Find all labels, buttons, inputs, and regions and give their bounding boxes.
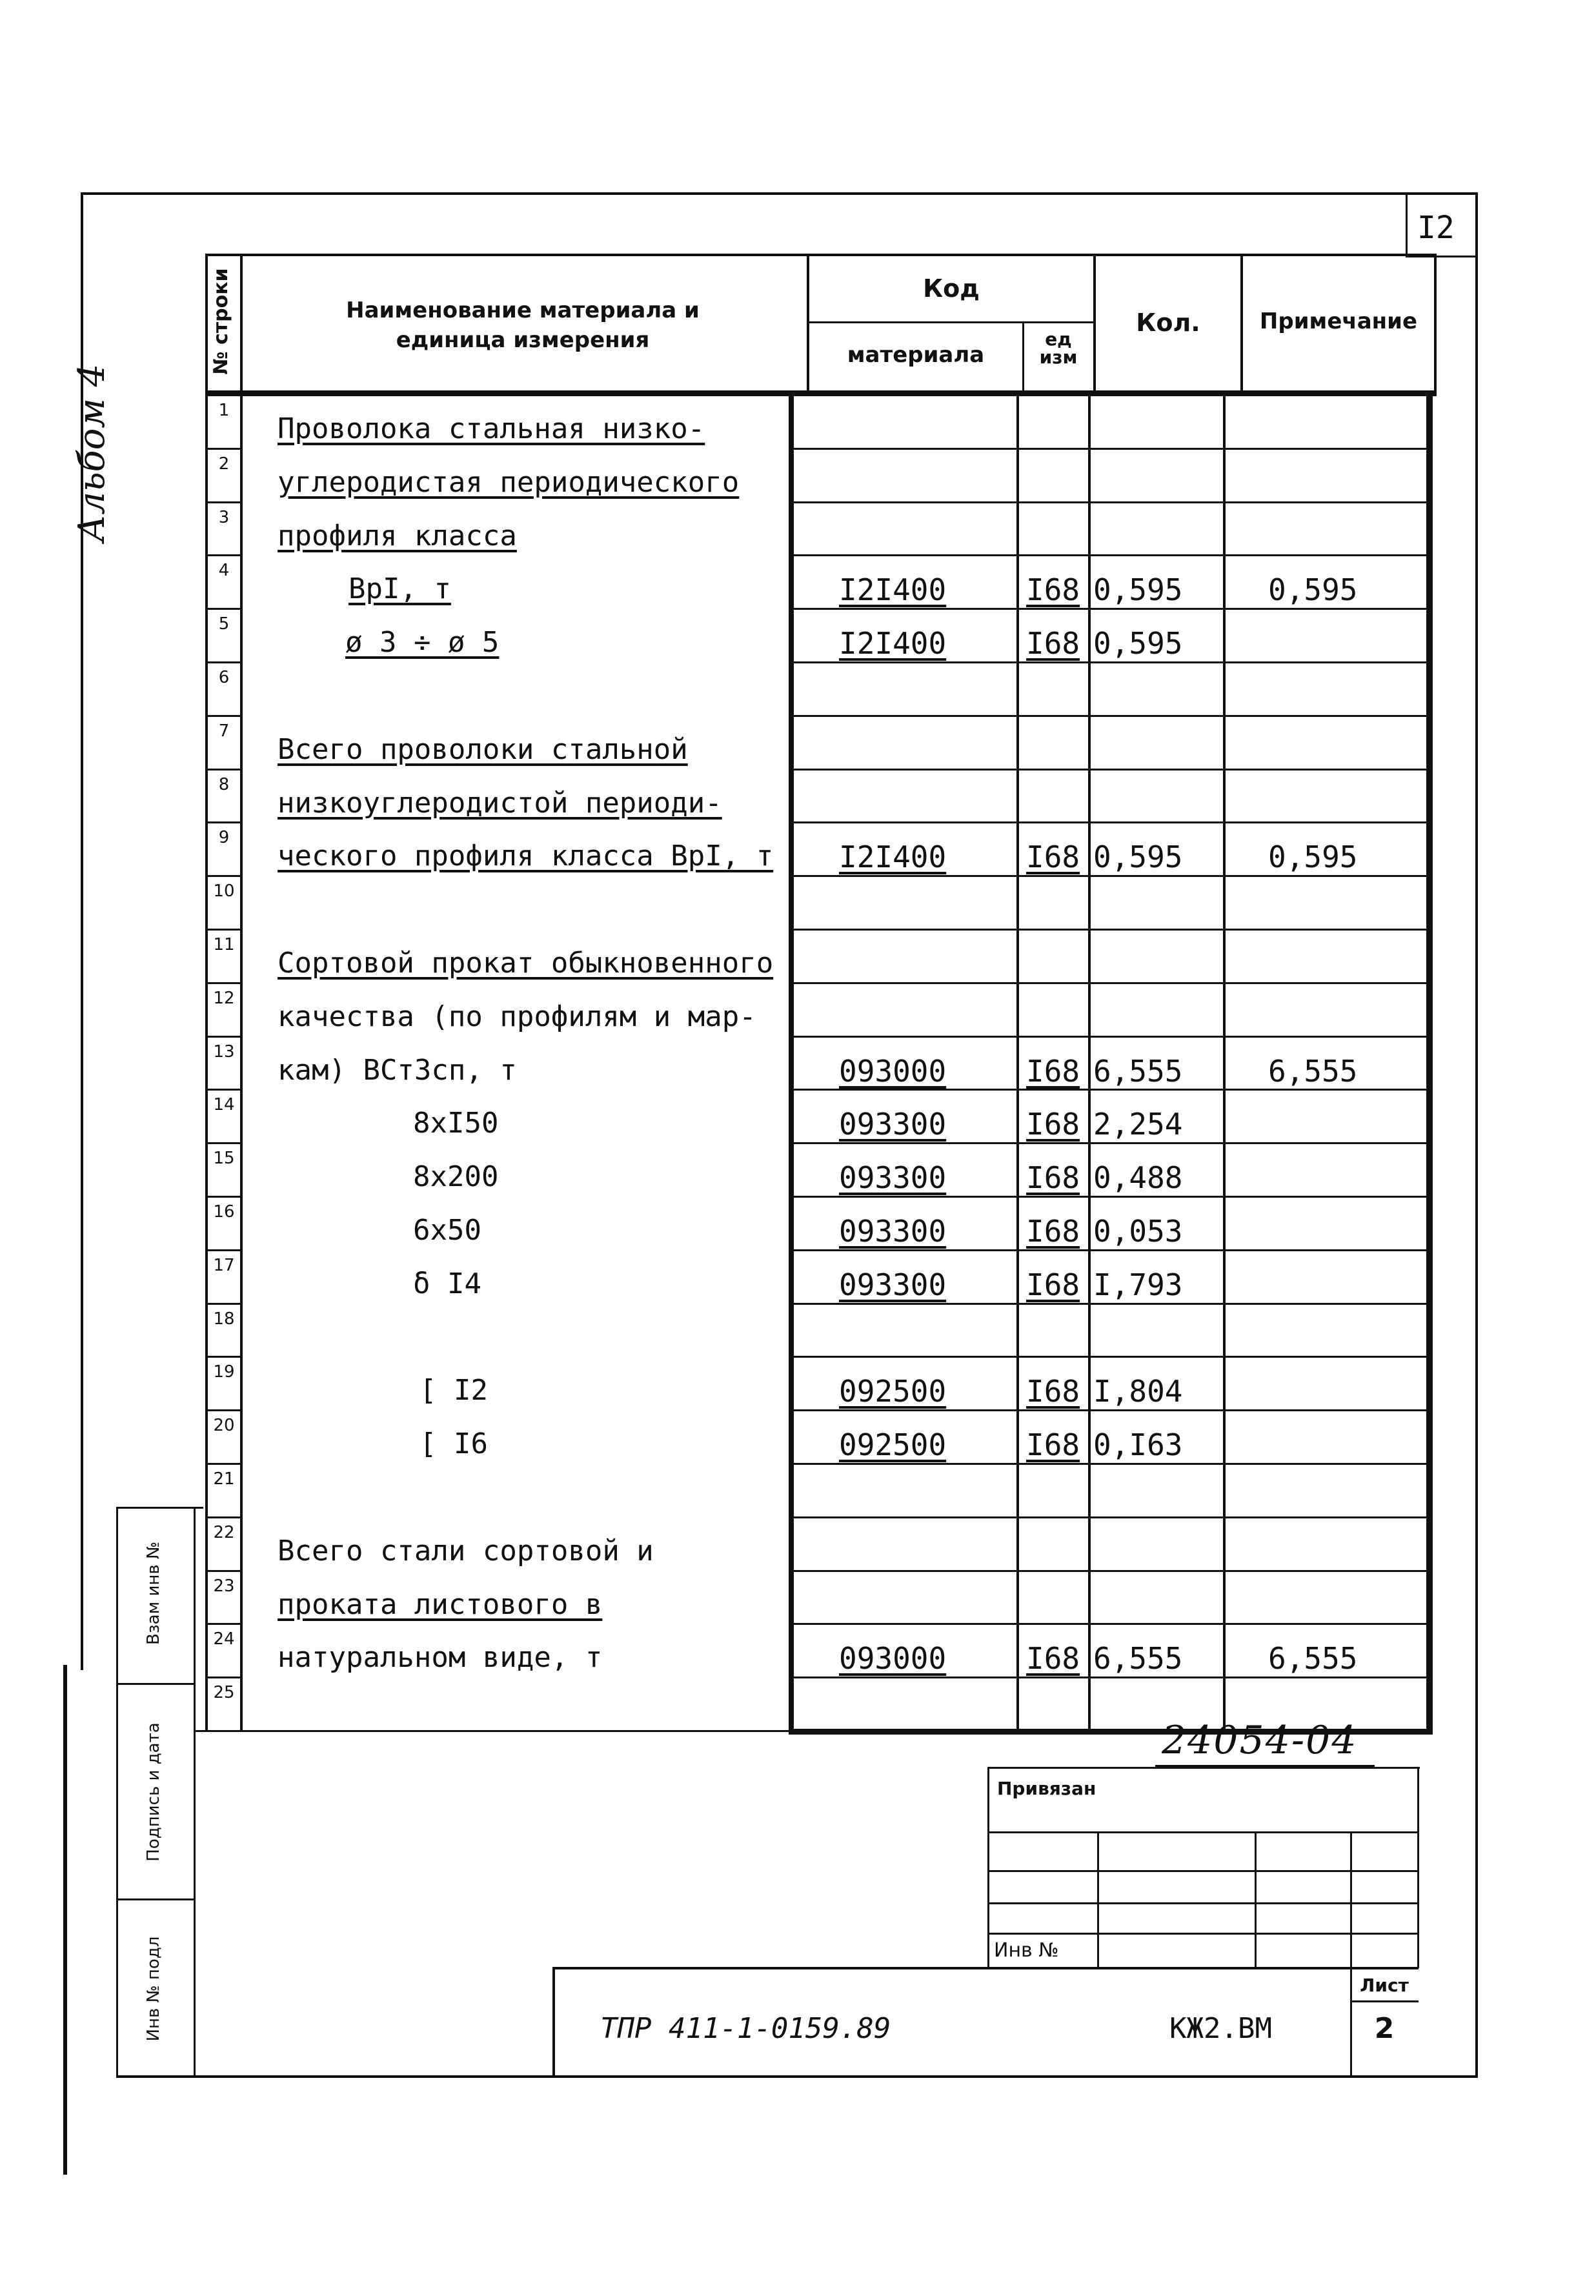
row-line-rownum: [205, 1356, 243, 1358]
row-name: Всего стали сортовой и: [278, 1534, 654, 1567]
row-name: ВрI, т: [348, 572, 451, 606]
row-line-data: [789, 1089, 1431, 1091]
row-line-data: [789, 1409, 1431, 1411]
table-header-bottom-line: [205, 390, 1437, 396]
row-line-rownum: [205, 1570, 243, 1572]
row-line-data: [789, 1196, 1431, 1198]
header-name: Наименование материала и единица измерения: [346, 297, 700, 353]
frame-left-lower-line: [63, 1665, 67, 2175]
privyazan-row4: [987, 1933, 1419, 1935]
row-qty: 0,488: [1093, 1160, 1183, 1196]
row-line-rownum: [205, 1623, 243, 1625]
row-line-rownum: [205, 1036, 243, 1038]
row-line-data: [789, 448, 1431, 450]
sheet-label: Лист: [1360, 1975, 1409, 1996]
frame-top-line: [81, 192, 1478, 195]
privyazan-row2: [987, 1870, 1419, 1872]
header-code-material: материала: [847, 342, 985, 368]
row-name: ø 3 ÷ ø 5: [345, 626, 500, 660]
row-number: 22: [213, 1522, 235, 1542]
row-line-data: [789, 1249, 1431, 1251]
row-line-data: [789, 1463, 1431, 1465]
body-border-right: [1426, 396, 1433, 1731]
row-number: 2: [218, 454, 230, 474]
row-note: 0,595: [1268, 572, 1358, 608]
row-line-data: [789, 1356, 1431, 1358]
row-name: кам) ВСт3сп, т: [278, 1053, 517, 1087]
row-name: натуральном виде, т: [278, 1641, 603, 1675]
row-line-rownum: [205, 608, 243, 610]
row-name: качества (по профилям и мар-: [278, 1000, 756, 1033]
row-line-data: [789, 1303, 1431, 1305]
row-qty: 0,053: [1093, 1214, 1183, 1249]
privyazan-col3: [1350, 1831, 1352, 1967]
row-code: I2I400: [839, 572, 947, 608]
row-name: δ I4: [413, 1267, 481, 1300]
frame-right-line: [1475, 192, 1478, 2077]
row-number: 14: [213, 1095, 235, 1115]
row-unit: I68: [1026, 1427, 1080, 1463]
side-stamp-podpis-data: Подпись и дата: [144, 1722, 163, 1862]
privyazan-row3: [987, 1902, 1419, 1904]
privyazan-col2: [1255, 1831, 1257, 1967]
row-number: 16: [213, 1202, 235, 1222]
privyazan-col1: [1097, 1831, 1099, 1967]
row-line-rownum: [205, 448, 243, 450]
row-number: 19: [213, 1362, 235, 1382]
row-unit: I68: [1026, 1214, 1080, 1249]
side-stamp-div1: [116, 1683, 194, 1685]
row-line-data: [789, 1623, 1431, 1625]
row-number: 10: [213, 881, 235, 901]
row-number: 3: [218, 507, 230, 527]
row-line-data: [789, 875, 1431, 877]
row-number: 9: [218, 828, 230, 848]
inv-no-label: Инв №: [994, 1939, 1059, 1962]
header-row-number: № строки: [210, 268, 232, 375]
col-line-unit: [1016, 396, 1019, 1731]
row-qty: 6,555: [1093, 1641, 1183, 1677]
col-line-note: [1223, 396, 1226, 1731]
privyazan-left: [987, 1767, 989, 1968]
row-line-rownum: [205, 769, 243, 770]
page-number-box-left: [1406, 192, 1408, 257]
row-line-data: [789, 554, 1431, 556]
privyazan-row1: [987, 1831, 1419, 1833]
frame-bottom-line: [116, 2075, 1478, 2078]
col-line-rownum-right: [240, 254, 243, 1731]
titleblock-sheet-div: [1350, 2000, 1419, 2002]
row-line-rownum: [205, 501, 243, 503]
titleblock-top: [552, 1967, 1419, 1969]
row-line-rownum: [205, 1303, 243, 1305]
row-line-data: [789, 715, 1431, 717]
row-unit: I68: [1026, 1160, 1080, 1196]
row-name: 6х50: [413, 1214, 481, 1247]
row-line-rownum: [205, 875, 243, 877]
header-code: Код: [923, 274, 980, 303]
row-unit: I68: [1026, 1107, 1080, 1142]
privyazan-top: [987, 1767, 1420, 1769]
row-unit: I68: [1026, 1641, 1080, 1677]
row-qty: 0,595: [1093, 840, 1183, 875]
col-line-qty: [1088, 396, 1091, 1731]
row-line-data: [789, 982, 1431, 984]
row-name: углеродистая периодического: [278, 465, 740, 499]
row-number: 12: [213, 988, 235, 1008]
row-name: [ I2: [419, 1374, 488, 1407]
row-line-rownum: [205, 1409, 243, 1411]
row-number: 1: [218, 401, 230, 420]
row-line-data: [789, 1036, 1431, 1038]
row-number: 15: [213, 1149, 235, 1169]
row-unit: I68: [1026, 840, 1080, 875]
row-number: 24: [213, 1629, 235, 1649]
row-line-rownum: [205, 982, 243, 984]
row-name: низкоуглеродистой периоди-: [278, 786, 722, 820]
row-line-rownum: [205, 715, 243, 717]
row-line-rownum: [205, 661, 243, 663]
row-code: 093000: [839, 1053, 947, 1089]
row-qty: I,804: [1093, 1374, 1183, 1409]
row-number: 7: [218, 721, 230, 741]
row-number: 4: [218, 561, 230, 581]
row-number: 11: [213, 935, 235, 954]
row-name: Проволока стальная низко-: [278, 412, 705, 445]
row-code: 092500: [839, 1374, 947, 1409]
row-unit: I68: [1026, 1374, 1080, 1409]
row-code: I2I400: [839, 626, 947, 661]
row-line-data: [789, 1142, 1431, 1144]
side-stamp-inv-podl: Инв № подл: [144, 1936, 163, 2042]
row-number: 20: [213, 1416, 235, 1436]
table-bottom-line: [194, 1730, 800, 1732]
row-line-data: [789, 769, 1431, 770]
row-line-rownum: [205, 1196, 243, 1198]
row-note: 6,555: [1268, 1053, 1358, 1089]
side-stamp-inner-line: [116, 1507, 118, 2078]
row-number: 6: [218, 668, 230, 687]
side-stamp-top: [116, 1507, 203, 1509]
row-name: ческого профиля класса ВрI, т: [278, 840, 774, 873]
code-subheader-line: [808, 321, 1095, 323]
col-line-unit-left-header: [1022, 321, 1024, 396]
row-number: 13: [213, 1042, 235, 1062]
row-name: Сортовой прокат обыкновенного: [278, 947, 774, 980]
header-note: Примечание: [1259, 308, 1418, 334]
project-code: ТПР 411-1-0159.89: [600, 2012, 891, 2045]
row-code: 093300: [839, 1107, 947, 1142]
row-line-data: [789, 661, 1431, 663]
row-qty: 2,254: [1093, 1107, 1183, 1142]
row-qty: 0,595: [1093, 572, 1183, 608]
row-code: 093300: [839, 1214, 947, 1249]
col-line-rownum-left: [205, 254, 208, 1731]
page-number-top: I2: [1417, 210, 1455, 246]
row-line-rownum: [205, 1089, 243, 1091]
row-note: 0,595: [1268, 840, 1358, 875]
row-number: 17: [213, 1255, 235, 1275]
row-number: 8: [218, 774, 230, 794]
row-line-rownum: [205, 1730, 243, 1732]
row-name: [ I6: [419, 1427, 488, 1461]
row-line-data: [789, 1677, 1431, 1678]
handwritten-number: 24054-04: [1162, 1718, 1358, 1763]
row-qty: 6,555: [1093, 1053, 1183, 1089]
row-line-rownum: [205, 554, 243, 556]
row-line-data: [789, 1570, 1431, 1572]
row-note: 6,555: [1268, 1641, 1358, 1677]
row-unit: I68: [1026, 1267, 1080, 1302]
row-number: 23: [213, 1576, 235, 1596]
privyazan-label: Привязан: [997, 1778, 1096, 1799]
row-qty: 0,595: [1093, 626, 1183, 661]
row-number: 5: [218, 614, 230, 634]
row-number: 18: [213, 1309, 235, 1329]
row-line-rownum: [205, 1142, 243, 1144]
row-code: 093000: [839, 1641, 947, 1677]
row-name: 8х200: [413, 1160, 499, 1194]
album-note: Альбом 4: [71, 363, 113, 542]
row-unit: I68: [1026, 572, 1080, 608]
row-name: 8хI50: [413, 1107, 499, 1140]
project-mark: КЖ2.ВМ: [1169, 2012, 1272, 2045]
header-qty: Кол.: [1136, 308, 1200, 337]
row-line-rownum: [205, 1677, 243, 1678]
row-line-rownum: [205, 821, 243, 823]
row-qty: I,793: [1093, 1267, 1183, 1302]
row-number: 21: [213, 1469, 235, 1489]
header-code-unit: ед изм: [1039, 328, 1078, 368]
col-line-right-header: [1434, 254, 1437, 396]
row-code: 093300: [839, 1267, 947, 1302]
row-unit: I68: [1026, 1053, 1080, 1089]
row-name: Всего проволоки стальной: [278, 732, 688, 766]
row-code: 092500: [839, 1427, 947, 1463]
row-qty: 0,I63: [1093, 1427, 1183, 1463]
row-number: 25: [213, 1683, 235, 1703]
row-line-rownum: [205, 1516, 243, 1518]
privyazan-right: [1417, 1767, 1419, 1968]
sheet-number: 2: [1374, 2012, 1395, 2045]
table-top-line: [205, 254, 1437, 256]
row-unit: I68: [1026, 626, 1080, 661]
row-line-data: [789, 821, 1431, 823]
row-code: 093300: [839, 1160, 947, 1196]
row-name: профиля класса: [278, 519, 517, 552]
row-line-data: [789, 929, 1431, 931]
row-line-rownum: [205, 929, 243, 931]
row-line-data: [789, 608, 1431, 610]
side-stamp-right: [194, 1507, 196, 2078]
row-line-rownum: [205, 1463, 243, 1465]
row-line-data: [789, 1516, 1431, 1518]
row-code: I2I400: [839, 840, 947, 875]
body-border-left: [789, 396, 794, 1731]
row-name: проката листового в: [278, 1587, 603, 1621]
titleblock-left: [552, 1967, 555, 2077]
row-line-data: [789, 501, 1431, 503]
side-stamp-vzam-inv: Взам инв №: [144, 1542, 163, 1645]
row-line-rownum: [205, 1249, 243, 1251]
